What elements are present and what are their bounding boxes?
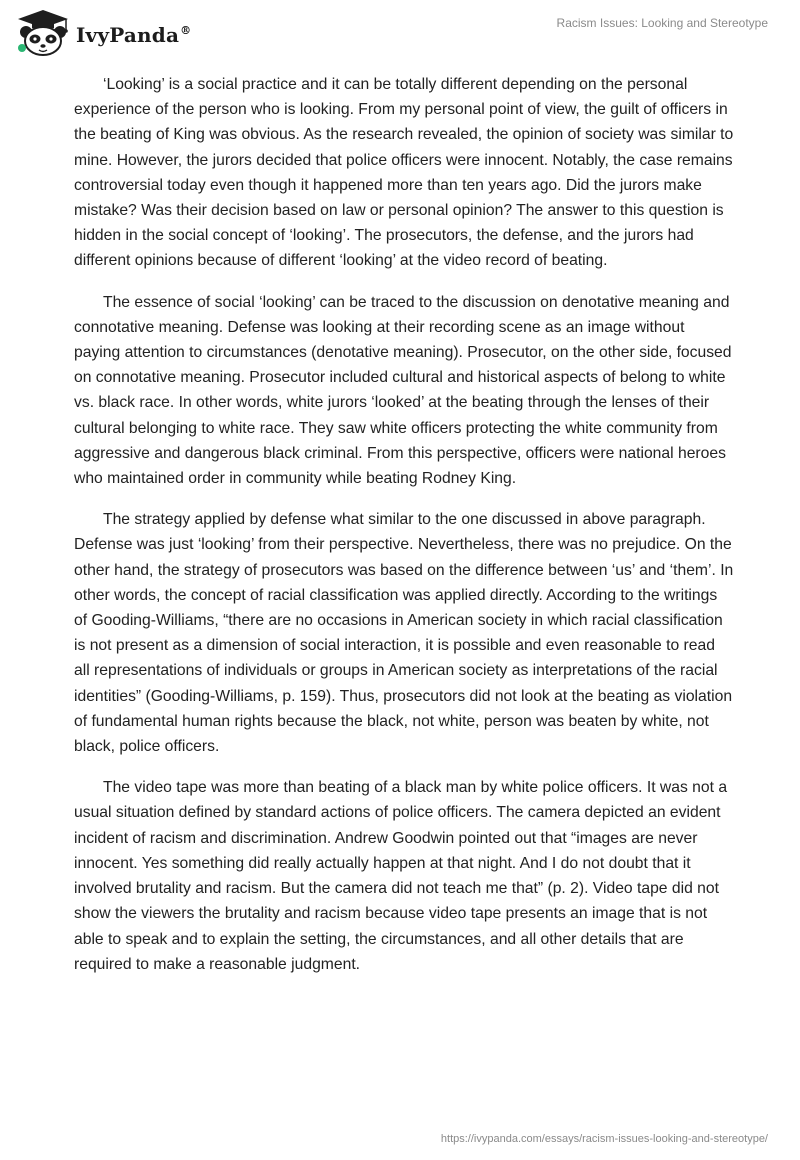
source-url[interactable]: https://ivypanda.com/essays/racism-issues-looking-and-stereotype/ (440, 1133, 768, 1145)
essay-body (74, 72, 734, 993)
registered-mark: ® (180, 24, 192, 38)
logo-name: IvyPanda (76, 23, 180, 47)
essay-paragraph: ‘Looking’ is a social practice and it can be totally different depending on the personal experience of the person who is looking. From my personal point of view, the guilt of officers in the beating of King was obvious. As the research revealed, the opinion of society was similar to mine. However, the jurors decided that police officers were innocent. Notably, the case remains controversial today even though it happened more than ten years ago. Did the jurors make mistake? Was their decision based on law or personal opinion? The answer to this question is hidden in the social concept of ‘looking’. The prosecutors, the defense, and the jurors had different opinions because of different ‘looking’ at the video record of beating. (74, 76, 734, 270)
essay-paragraph: The strategy applied by defense what similar to the one discussed in above paragraph. Defense was just ‘looking’ from their perspective. Nevertheless, there was no prejudice. On the other hand, the strategy of prosecutors was based on the difference between ‘us’ and ‘them’. In other words, the concept of racial classification was applied directly. According to the writings of Gooding-Williams, “there are no occasions in American society in which racial classification is not present as a dimension of social interaction, it is possible and even reasonable to read all representations of individuals or groups in American society as interpretations of the racial identities” (Gooding-Williams, p. 159). Thus, prosecutors did not look at the beating as violation of fundamental human rights because the black, not white, person was beaten by white, not black, police officers. (74, 511, 734, 756)
panda-graduate-icon (14, 8, 72, 58)
essay-paragraph: The video tape was more than beating of a black man by white police officers. It was not a usual situation defined by standard actions of police officers. The camera depicted an evident incident of racism and discrimination. Andrew Goodwin pointed out that “images are never innocent. Yes something did really actually happen at that night. And I do not doubt that it involved brutality and racism. But the camera did not teach me that” (p. 2). Video tape did not show the viewers the brutality and racism because video tape presents an image that is not able to speak and to explain the setting, the circumstances, and all other details that are required to make a reasonable judgment. (74, 779, 728, 973)
ivypanda-logo[interactable] (14, 8, 191, 58)
page-header (0, 0, 800, 70)
logo-wordmark (76, 23, 191, 47)
document-title: Racism Issues: Looking and Stereotype (556, 16, 768, 30)
essay-paragraph: The essence of social ‘looking’ can be traced to the discussion on denotative meaning and connotative meaning. Defense was looking at their recording scene as an image without paying attention to circumstances (denotative meaning). Prosecutor, on the other side, focused on connotative meaning. Prosecutor included cultural and historical aspects of belong to white vs. black race. In other words, white jurors ‘looked’ at the beating through the lenses of their cultural belonging to white race. They saw white officers protecting the white community from aggressive and dangerous black criminal. From this perspective, officers were national heroes who maintained order in community while beating Rodney King. (74, 293, 732, 488)
